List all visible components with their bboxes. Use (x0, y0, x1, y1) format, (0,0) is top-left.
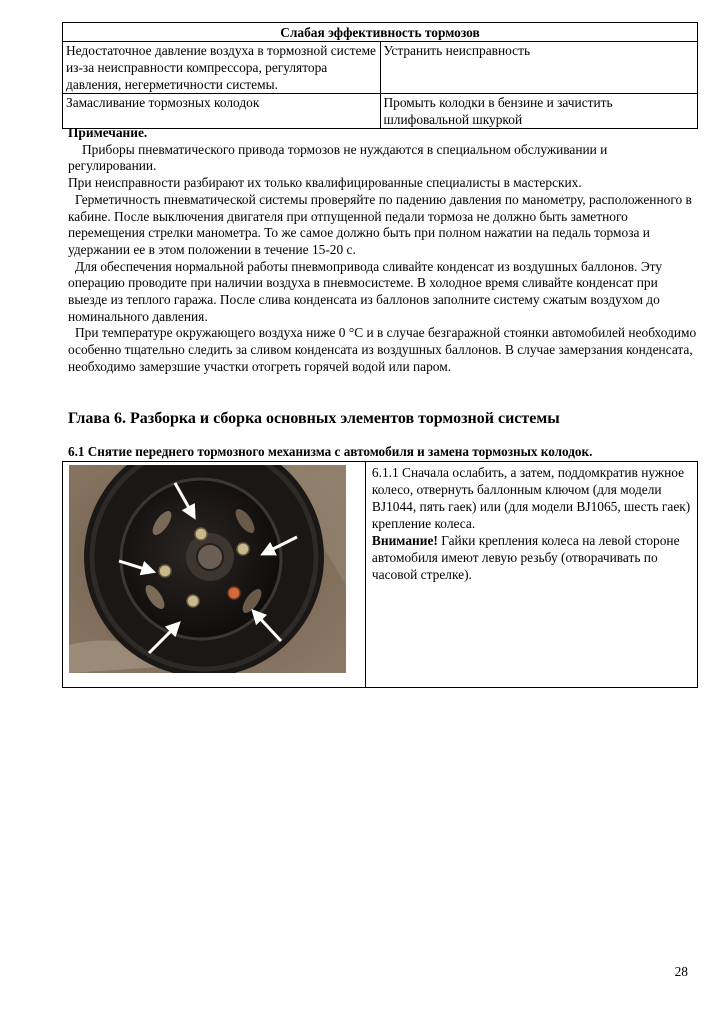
wheel-nut (195, 528, 207, 540)
step-text-cell (365, 462, 697, 688)
wheel-nut (237, 543, 249, 555)
note-paragraph: Герметичность пневматической системы проверяйте по падению давления по манометру, расположенного в кабине. После выключения двигателя при отпущенной педали тормоза не должно быть заметного перемещения стрелки манометра. То же самое должно быть при полном нажатии на педаль тормоза и удержании ее в этом положении в течение 15-20 с. (68, 191, 692, 257)
wheel-photo (69, 465, 346, 673)
note-paragraph: При температуре окружающего воздуха ниже 0 °С и в случае безгаражной стоянки автомобилей необходимо особенно тщательно следить за сливом конденсата из воздушных баллонов. В случае замерзания конденсата, необходимо замерзшие участки отогреть горячей водой или паром. (68, 325, 697, 374)
note-title: Примечание. (68, 125, 148, 140)
table-row (63, 42, 698, 94)
note-paragraph: При неисправности разбирают их только квалифицированные специалисты в мастерских. (68, 175, 582, 191)
note-paragraph: Приборы пневматического привода тормозов не нуждаются в специальном обслуживании и регулировании. (68, 141, 608, 174)
hub-cap (197, 544, 223, 570)
note-block (68, 125, 698, 376)
chapter-title: Глава 6. Разборка и сборка основных элементов тормозной системы (68, 410, 560, 427)
wheel-nut (187, 595, 199, 607)
table-header-row (63, 23, 698, 42)
page-number: 28 (674, 964, 688, 979)
table-row (63, 94, 698, 129)
remedy-cell: Устранить неисправность (380, 42, 698, 94)
photo-cell (63, 462, 366, 688)
step-text: 6.1.1 Сначала ослабить, а затем, поддомкратив нужное колесо, отвернуть баллонным ключом (для модели BJ1044, пять гаек) или (для модели BJ1065, шесть гаек) крепление колеса. (371, 465, 691, 531)
warning-label: Внимание! (371, 533, 438, 548)
wheel-nut (228, 587, 240, 599)
wheel-nut (159, 565, 171, 577)
cause-cell: Недостаточное давление воздуха в тормозной системе из-за неисправности компрессора, регулятора давления, негерметичности системы. (63, 42, 381, 94)
step-table (62, 461, 698, 688)
table-header: Слабая эффективность тормозов (63, 23, 698, 42)
fault-table (62, 22, 698, 129)
cause-cell: Замасливание тормозных колодок (63, 94, 381, 129)
note-paragraph: Для обеспечения нормальной работы пневмопривода сливайте конденсат из воздушных баллонов. Эту операцию проводите при наличии воздуха в пневмосистеме. В холодное время сливайте конденсат при выезде из теплого гаража. После слива конденсата из баллонов заполните систему сжатым воздухом до номинального давления. (68, 258, 663, 324)
step-row (63, 462, 698, 688)
warning-text: Гайки крепления колеса на левой стороне автомобиля имеют левую резьбу (отворачивать по часовой стрелке). (371, 533, 680, 582)
section-title: 6.1 Снятие переднего тормозного механизма с автомобиля и замена тормозных колодок. (68, 444, 593, 459)
remedy-cell: Промыть колодки в бензине и зачистить шлифовальной шкуркой (380, 94, 698, 129)
